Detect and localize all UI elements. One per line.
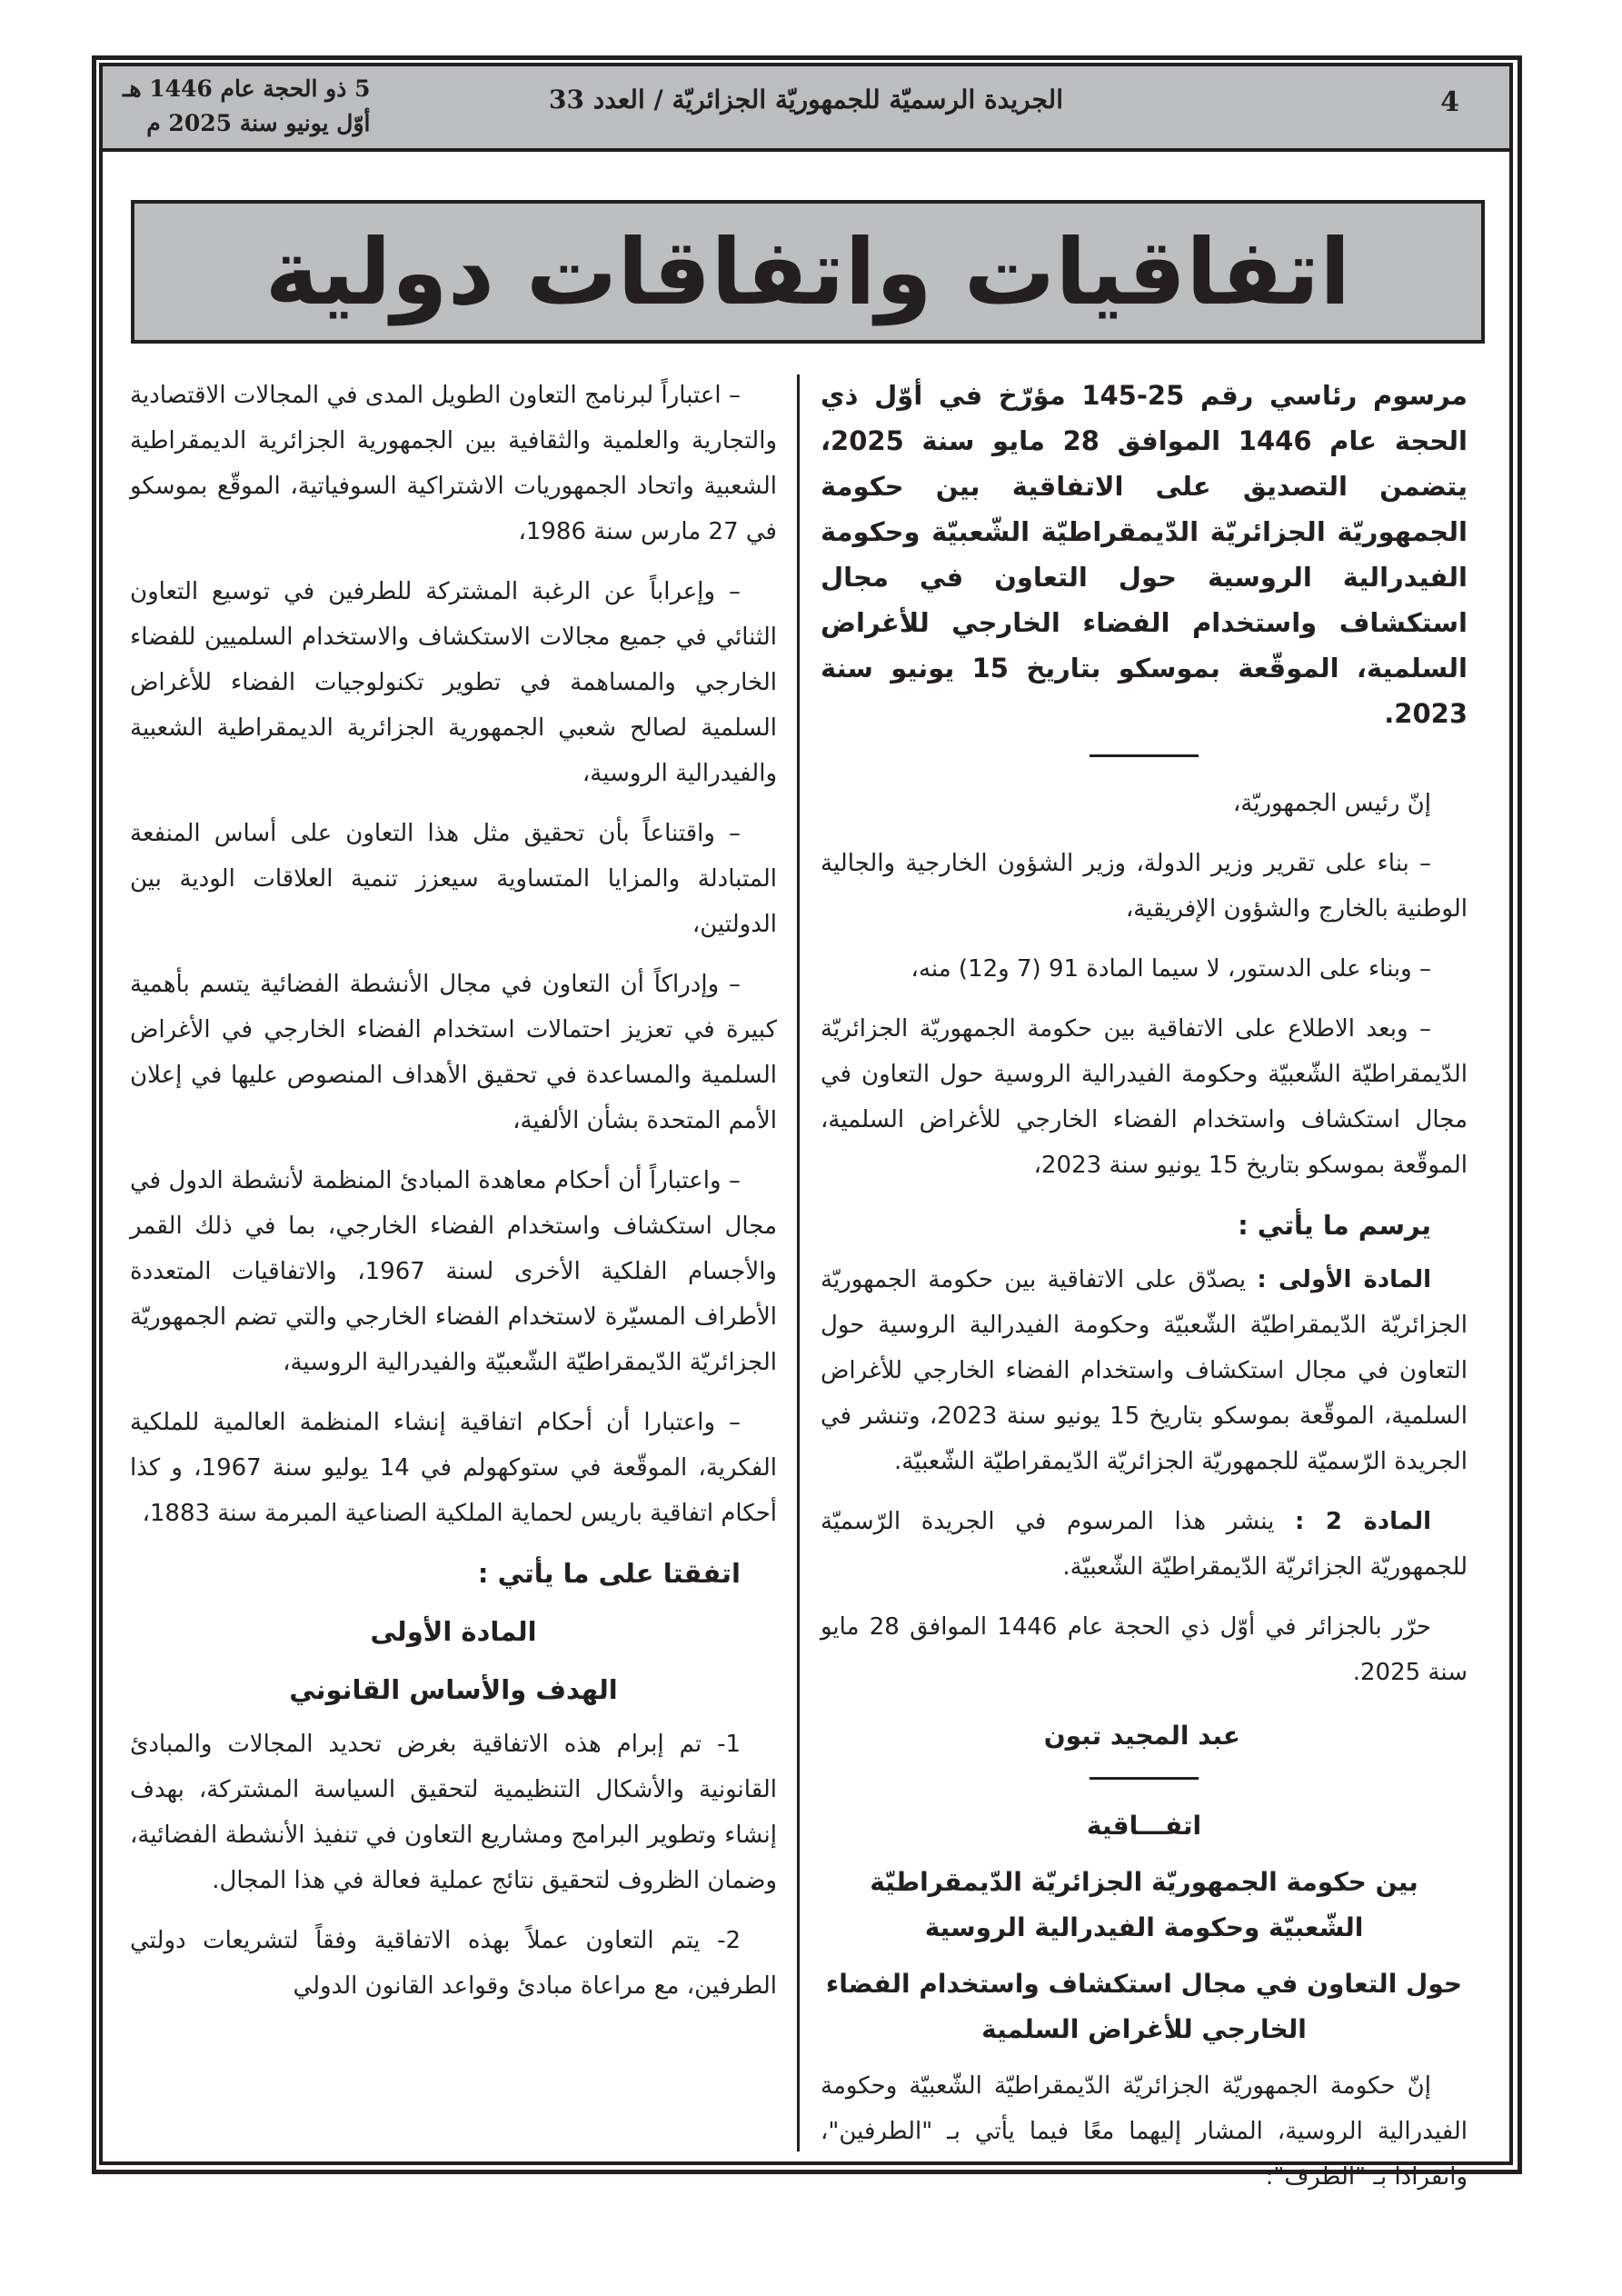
issue-date bbox=[123, 72, 371, 141]
clause: 1- تم إبرام هذه الاتفاقية بغرض تحديد المجالات والمبادئ القانونية والأشكال التنظيمية لتحقيق السياسة المشتركة، بهدف إنشاء وتطوير البرامج ومشاريع التعاون في تنفيذ الأنشطة الفضائية، وضمان الظروف لتحقيق نتائج عملية فعالة في هذا المجال. bbox=[130, 1731, 777, 1894]
recital: – وإعراباً عن الرغبة المشتركة للطرفين في توسيع التعاون الثنائي في جميع مجالات الاستكشاف والاستخدام السلميين للفضاء الخارجي والمساهمة في تطوير تكنولوجيات الفضاء للأغراض السلمية لصالح شعبي الجمهورية الجزائرية الديمقراطية الشعبية والفيدرالية الروسية، bbox=[130, 578, 777, 787]
date-gregorian: أوّل يونيو سنة 2025 م bbox=[146, 110, 371, 136]
agreement-preamble: إنّ حكومة الجمهوريّة الجزائريّة الدّيمقراطيّة الشّعبيّة وحكومة الفيدرالية الروسية، المشار إليهما معًا فيما يأتي بـ "الطرفين"، وانفرادا بـ "الطرف": bbox=[821, 2072, 1468, 2191]
article-label: المادة 2 : bbox=[1295, 1508, 1431, 1535]
article-1-subheading: الهدف والأساس القانوني bbox=[289, 1674, 618, 1705]
section-title: اتفاقيات واتفاقات دولية bbox=[264, 218, 1351, 325]
journal-title: الجريدة الرسميّة للجمهوريّة الجزائريّة / العدد 33 bbox=[549, 85, 1063, 115]
article-1-heading: المادة الأولى bbox=[370, 1616, 537, 1647]
recital: – واعتبارا أن أحكام اتفاقية إنشاء المنظمة العالمية للملكية الفكرية، الموقّعة في ستوكهولم في 14 يوليو سنة 1967، و كذا أحكام اتفاقية باريس لحماية الملكية الصناعية المبرمة سنة 1883، bbox=[130, 1409, 777, 1527]
decree-article-1 bbox=[821, 1257, 1468, 1484]
article-text: ينشر هذا المرسوم في الجريدة الرّسميّة للجمهوريّة الجزائريّة الدّيمقراطيّة الشّعبيّة. bbox=[821, 1508, 1468, 1581]
clause: 2- يتم التعاون عملاً بهذه الاتفاقية وفقاً لتشريعات دولتي الطرفين، مع مراعاة مبادئ وقواعد القانون الدولي bbox=[130, 1927, 777, 2000]
agreement-heading: اتفـــاقية bbox=[1086, 1811, 1202, 1841]
right-column bbox=[821, 373, 1468, 2214]
recital: – اعتباراً لبرنامج التعاون الطويل المدى في المجالات الاقتصادية والتجارية والعلمية والثقافية بين الجمهورية الجزائرية الديمقراطية الشعبية واتحاد الجمهوريات الاشتراكية السوفياتية، الموقّع بموسكو في 27 مارس سنة 1986، bbox=[130, 382, 777, 545]
left-column bbox=[130, 373, 777, 2023]
date-hijri: 5 ذو الحجة عام 1446 هـ bbox=[123, 75, 371, 102]
president-intro: إنّ رئيس الجمهوريّة، bbox=[1232, 790, 1431, 817]
separator bbox=[1090, 1777, 1199, 1780]
consideration: – بناء على تقرير وزير الدولة، وزير الشؤون الخارجية والجالية الوطنية بالخارج والشؤون الإفريقية، bbox=[821, 850, 1468, 923]
page-number: 4 bbox=[1440, 86, 1459, 118]
consideration: – وبعد الاطلاع على الاتفاقية بين حكومة الجمهوريّة الجزائريّة الدّيمقراطيّة الشّعبيّة وحكومة الفيدرالية الروسية حول التعاون في مجال استكشاف واستخدام الفضاء الخارجي للأغراض السلمية، الموقّعة بموسكو بتاريخ 15 يونيو سنة 2023، bbox=[821, 1015, 1468, 1179]
decree-title: مرسوم رئاسي رقم 25-145 مؤرّخ في أوّل ذي الحجة عام 1446 الموافق 28 مايو سنة 2025، يتضمن التصديق على الاتفاقية بين حكومة الجمهوريّة الجزائريّة الدّيمقراطيّة الشّعبيّة وحكومة الفيدرالية الروسية حول التعاون في مجال استكشاف واستخدام الفضاء الخارجي للأغراض السلمية، الموقّعة بموسكو بتاريخ 15 يونيو سنة 2023. bbox=[821, 380, 1468, 729]
agreement-subject: حول التعاون في مجال استكشاف واستخدام الفضاء الخارجي للأغراض السلمية bbox=[825, 1969, 1463, 2044]
article-label: المادة الأولى : bbox=[1257, 1266, 1432, 1293]
recital: – وإدراكاً أن التعاون في مجال الأنشطة الفضائية يتسم بأهمية كبيرة في تعزيز احتمالات استخدام الفضاء الخارجي في الأغراض السلمية والمساعدة في تحقيق الأهداف المنصوص عليها في إعلان الأمم المتحدة بشأن الألفية، bbox=[130, 971, 777, 1134]
separator bbox=[1090, 754, 1199, 757]
done-at: حرّر بالجزائر في أوّل ذي الحجة عام 1446 الموافق 28 مايو سنة 2025. bbox=[821, 1613, 1468, 1686]
article-text: يصدّق على الاتفاقية بين حكومة الجمهوريّة الجزائريّة الدّيمقراطيّة الشّعبيّة وحكومة الفيدرالية الروسية حول التعاون في مجال استكشاف واستخدام الفضاء الخارجي للأغراض السلمية، الموقّعة بموسكو بتاريخ 15 يونيو سنة 2023، وتنشر في الجريدة الرّسميّة للجمهوريّة الجزائريّة الدّيمقراطيّة الشّعبيّة. bbox=[821, 1266, 1468, 1475]
consideration: – وبناء على الدستور، لا سيما المادة 91 (7 و12) منه، bbox=[911, 955, 1431, 983]
column-divider bbox=[797, 374, 800, 2151]
recital: – واقتناعاً بأن تحقيق مثل هذا التعاون على أساس المنفعة المتبادلة والمزايا المتساوية سيعزز تنمية العلاقات الودية بين الدولتين، bbox=[130, 820, 777, 938]
agreement-parties: بين حكومة الجمهوريّة الجزائريّة الدّيمقراطيّة الشّعبيّة وحكومة الفيدرالية الروسية bbox=[870, 1867, 1418, 1942]
recital: – واعتباراً أن أحكام معاهدة المبادئ المنظمة لأنشطة الدول في مجال استكشاف واستخدام الفضاء الخارجي، بما في ذلك القمر والأجسام الفلكية الأخرى لسنة 1967، والاتفاقيات المتعددة الأطراف المسيّرة لاستخدام الفضاء الخارجي والتي تضم الجمهوريّة الجزائريّة الدّيمقراطيّة الشّعبيّة والفيدرالية الروسية، bbox=[130, 1167, 777, 1376]
decrees-heading: يرسم ما يأتي : bbox=[1238, 1210, 1431, 1241]
running-header bbox=[103, 66, 1509, 152]
agreed-heading: اتفقتا على ما يأتي : bbox=[477, 1558, 741, 1589]
section-title-box bbox=[131, 200, 1485, 344]
signature: عبد المجيد تبون bbox=[1043, 1721, 1240, 1751]
decree-article-2 bbox=[821, 1499, 1468, 1590]
